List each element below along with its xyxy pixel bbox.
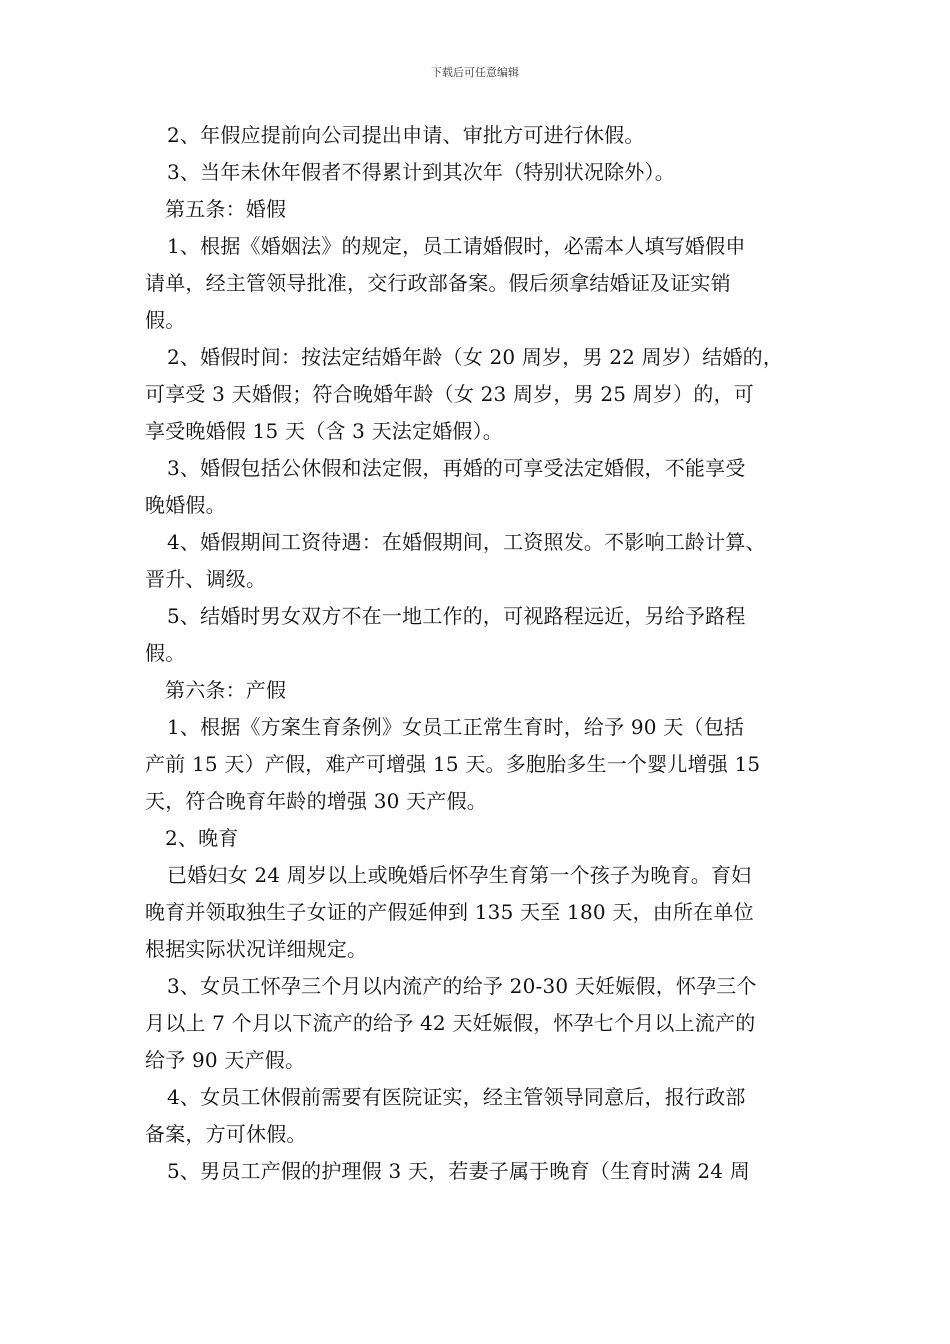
section-heading: [145, 820, 825, 857]
clause-paragraph: [145, 450, 825, 524]
document-body: [145, 117, 825, 1190]
clause-paragraph: [145, 339, 825, 450]
section-heading: [145, 672, 825, 709]
paragraph-line: 2、婚假时间：按法定结婚年龄（女 20 周岁，男 22 周岁）结婚的，: [167, 345, 784, 369]
paragraph-line: 3、婚假包括公休假和法定假，再婚的可享受法定婚假，不能享受: [167, 456, 746, 480]
clause-paragraph: [145, 1079, 825, 1153]
paragraph-line: 根据实际状况详细规定。: [145, 937, 368, 961]
paragraph-line: 假。: [145, 641, 186, 665]
paragraph-line: 天，符合晚育年龄的增强 30 天产假。: [145, 789, 487, 813]
paragraph-line: 月以上 7 个月以下流产的给予 42 天妊娠假，怀孕七个月以上流产的: [145, 1011, 756, 1035]
paragraph-line: 享受晚婚假 15 天（含 3 天法定婚假）。: [145, 419, 504, 443]
section-heading: [145, 191, 825, 228]
paragraph-line: 给予 90 天产假。: [145, 1048, 306, 1072]
paragraph-line: 1、根据《婚姻法》的规定，员工请婚假时，必需本人填写婚假申: [167, 234, 746, 258]
paragraph-line: 4、婚假期间工资待遇：在婚假期间，工资照发。不影响工龄计算、: [167, 530, 766, 554]
paragraph-line: 可享受 3 天婚假；符合晚婚年龄（女 23 周岁，男 25 周岁）的，可: [145, 382, 754, 406]
paragraph-line: 5、男员工产假的护理假 3 天，若妻子属于晚育（生育时满 24 周: [167, 1159, 750, 1183]
paragraph-line: 2、晚育: [165, 826, 239, 850]
paragraph-line: 第六条：产假: [165, 678, 287, 702]
clause-paragraph: [145, 1153, 825, 1190]
paragraph-line: 4、女员工休假前需要有医院证实，经主管领导同意后，报行政部: [167, 1085, 746, 1109]
paragraph-line: 晚育并领取独生子女证的产假延伸到 135 天至 180 天，由所在单位: [145, 900, 754, 924]
clause-paragraph: [145, 857, 825, 968]
paragraph-line: 备案，方可休假。: [145, 1122, 307, 1146]
paragraph-line: 3、女员工怀孕三个月以内流产的给予 20-30 天妊娠假，怀孕三个: [167, 974, 757, 998]
paragraph-line: 第五条：婚假: [165, 197, 287, 221]
clause-paragraph: [145, 709, 825, 820]
page-header: 下载后可任意编辑: [431, 66, 519, 79]
clause-paragraph: [145, 228, 825, 339]
paragraph-line: 晚婚假。: [145, 493, 226, 517]
paragraph-line: 5、结婚时男女双方不在一地工作的，可视路程远近，另给予路程: [167, 604, 746, 628]
paragraph-line: 产前 15 天）产假，难产可增强 15 天。多胞胎多生一个婴儿增强 15: [145, 752, 761, 776]
paragraph-line: 晋升、调级。: [145, 567, 267, 591]
paragraph-line: 1、根据《方案生育条例》女员工正常生育时，给予 90 天（包括: [167, 715, 745, 739]
clause-paragraph: [145, 598, 825, 672]
paragraph-line: 2、年假应提前向公司提出申请、审批方可进行休假。: [167, 123, 645, 147]
clause-paragraph: [145, 154, 825, 191]
paragraph-line: 3、当年未休年假者不得累计到其次年（特别状况除外）。: [167, 160, 675, 184]
clause-paragraph: [145, 524, 825, 598]
clause-paragraph: [145, 968, 825, 1079]
paragraph-line: 已婚妇女 24 周岁以上或晚婚后怀孕生育第一个孩子为晚育。育妇: [167, 863, 752, 887]
paragraph-line: 假。: [145, 308, 186, 332]
clause-paragraph: [145, 117, 825, 154]
paragraph-line: 请单，经主管领导批准，交行政部备案。假后须拿结婚证及证实销: [145, 271, 731, 295]
